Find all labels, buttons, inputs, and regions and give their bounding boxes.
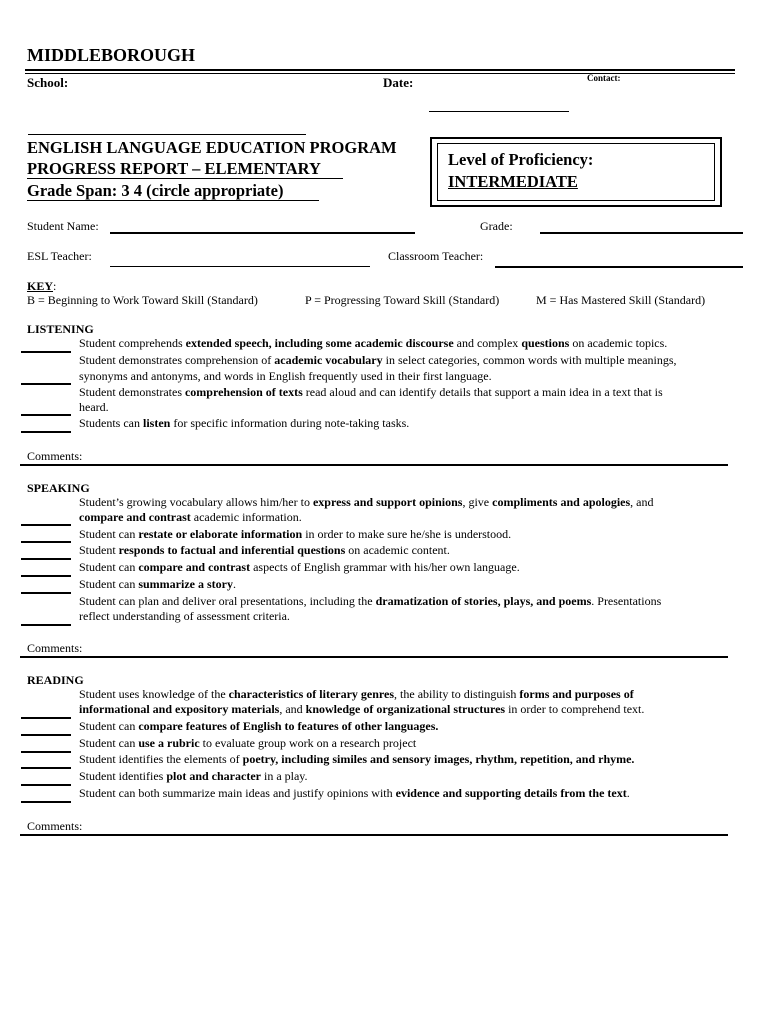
listening-item-3-cont: heard. [79, 400, 109, 414]
reading-item-2: Student can compare features of English to features of other languages. [79, 719, 439, 733]
reading-blank-2[interactable] [21, 734, 71, 736]
speaking-blank-2[interactable] [21, 541, 71, 543]
listening-item-4: Students can listen for specific information during note-taking tasks. [79, 416, 410, 430]
proficiency-box [430, 137, 722, 207]
classroom-teacher-line[interactable] [495, 266, 743, 268]
school-label: School: [27, 75, 69, 90]
reading-blank-5[interactable] [21, 784, 71, 786]
speaking-item-3: Student responds to factual and inferential questions on academic content. [79, 543, 450, 557]
student-name-line[interactable] [110, 232, 415, 234]
contact-label: Contact: [587, 73, 621, 83]
reading-item-3: Student can use a rubric to evaluate group work on a research project [79, 736, 417, 750]
date-label: Date: [383, 75, 414, 90]
esl-teacher-line[interactable] [110, 266, 370, 267]
listening-blank-1[interactable] [21, 351, 71, 353]
speaking-blank-6[interactable] [21, 624, 71, 626]
speaking-item-1-cont: compare and contrast academic information. [79, 510, 302, 524]
listening-item-1: Student comprehends extended speech, including some academic discourse and complex questions on academic topics. [79, 336, 668, 350]
speaking-item-1: Student’s growing vocabulary allows him/her to express and support opinions, give compliments and apologies, and [79, 495, 654, 509]
speaking-item-5: Student can summarize a story. [79, 577, 236, 591]
speaking-comments-line[interactable] [20, 656, 728, 658]
reading-blank-1[interactable] [21, 717, 71, 719]
reading-blank-3[interactable] [21, 751, 71, 753]
key-heading: KEY: [27, 279, 57, 293]
district-name: MIDDLEBOROUGH [27, 45, 196, 65]
reading-heading: READING [27, 673, 84, 687]
reading-blank-6[interactable] [21, 801, 71, 803]
speaking-item-6: Student can plan and deliver oral presentations, including the dramatization of stories, plays, and poems. Presentations [79, 594, 662, 608]
header-rule-thick [25, 69, 735, 71]
esl-teacher-label: ESL Teacher: [27, 249, 92, 263]
listening-item-2-cont: synonyms and antonyms, and words in English frequently used in their first language. [79, 369, 492, 383]
speaking-item-4: Student can compare and contrast aspects of English grammar with his/her own language. [79, 560, 520, 574]
date-line[interactable] [429, 111, 569, 112]
listening-comments-line[interactable] [20, 464, 728, 466]
listening-item-2: Student demonstrates comprehension of academic vocabulary in select categories, common words with multiple meanings, [79, 353, 677, 367]
reading-item-5: Student identifies plot and character in a play. [79, 769, 308, 783]
speaking-blank-4[interactable] [21, 575, 71, 577]
listening-item-3: Student demonstrates comprehension of texts read aloud and can identify details that support a main idea in a text that is [79, 385, 663, 399]
reading-item-4: Student identifies the elements of poetry, including similes and sensory images, rhythm, repetition, and rhyme. [79, 752, 635, 766]
proficiency-level: INTERMEDIATE [448, 172, 578, 191]
speaking-blank-5[interactable] [21, 592, 71, 594]
listening-blank-4[interactable] [21, 431, 71, 433]
listening-comments-label: Comments: [27, 449, 83, 463]
listening-blank-2[interactable] [21, 383, 71, 385]
speaking-comments-label: Comments: [27, 641, 83, 655]
reading-blank-4[interactable] [21, 767, 71, 769]
program-top-rule [28, 134, 306, 135]
key-progressing: P = Progressing Toward Skill (Standard) [305, 293, 500, 307]
program-line2-underline [27, 178, 343, 179]
listening-blank-3[interactable] [21, 414, 71, 416]
grade-span-line: Grade Span: 3 4 (circle appropriate) [27, 181, 284, 200]
speaking-item-2: Student can restate or elaborate information in order to make sure he/she is understood. [79, 527, 512, 541]
program-title-line2: PROGRESS REPORT – ELEMENTARY [27, 159, 321, 178]
proficiency-label: Level of Proficiency: [448, 150, 594, 169]
reading-item-1: Student uses knowledge of the characteristics of literary genres, the ability to distinguish forms and purposes of [79, 687, 634, 701]
program-title-line1: ENGLISH LANGUAGE EDUCATION PROGRAM [27, 138, 397, 157]
grade-span-underline [27, 200, 319, 201]
key-mastered: M = Has Mastered Skill (Standard) [536, 293, 706, 307]
key-beginning: B = Beginning to Work Toward Skill (Standard) [27, 293, 258, 307]
speaking-heading: SPEAKING [27, 481, 90, 495]
listening-heading: LISTENING [27, 322, 94, 336]
proficiency-inner-border [437, 143, 715, 201]
speaking-blank-3[interactable] [21, 558, 71, 560]
grade-label: Grade: [480, 219, 513, 233]
reading-item-1-cont: informational and expository materials, and knowledge of organizational structures in order to comprehend text. [79, 702, 645, 716]
reading-comments-line[interactable] [20, 834, 728, 836]
classroom-teacher-label: Classroom Teacher: [388, 249, 484, 263]
reading-comments-label: Comments: [27, 819, 83, 833]
reading-item-6: Student can both summarize main ideas and justify opinions with evidence and supporting details from the text. [79, 786, 630, 800]
speaking-item-6-cont: reflect understanding of assessment criteria. [79, 609, 290, 623]
grade-line[interactable] [540, 232, 743, 234]
student-name-label: Student Name: [27, 219, 99, 233]
header-rule-thin [25, 73, 735, 74]
speaking-blank-1[interactable] [21, 524, 71, 526]
